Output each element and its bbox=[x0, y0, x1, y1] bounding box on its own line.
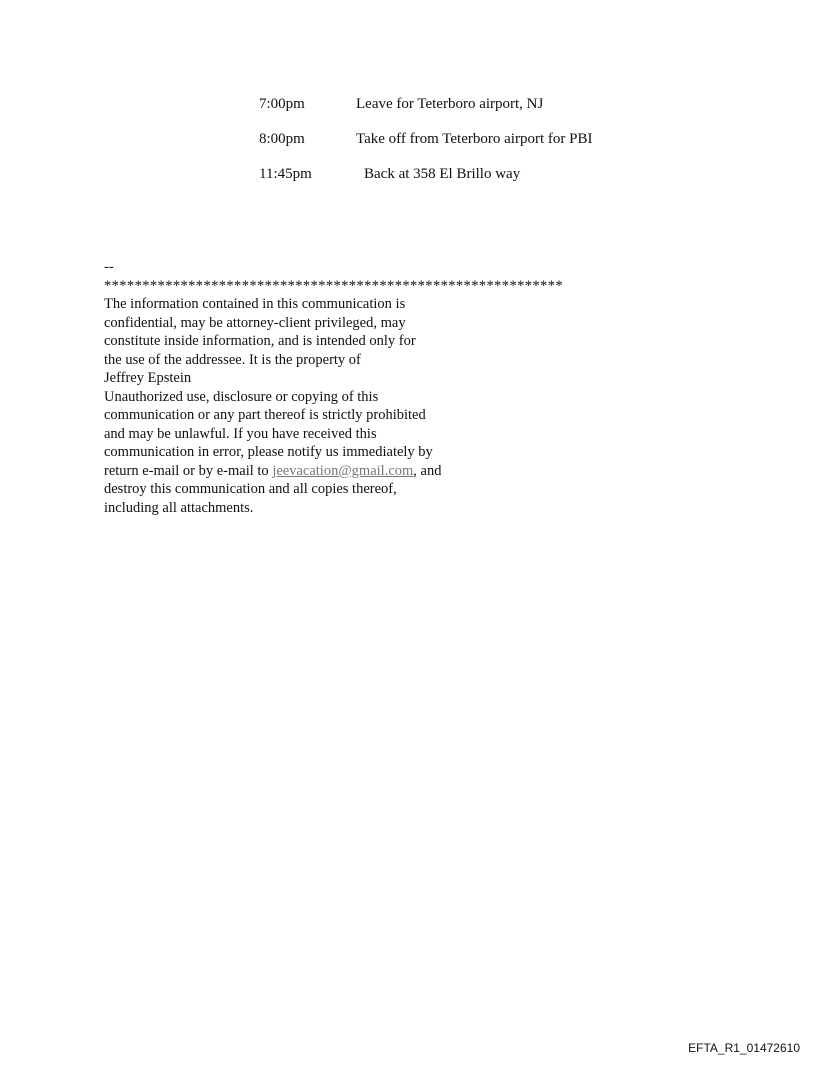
confidentiality-disclaimer bbox=[104, 295, 624, 517]
disclaimer-text: , and bbox=[413, 462, 442, 479]
disclaimer-line-with-email bbox=[104, 462, 624, 481]
disclaimer-line: Unauthorized use, disclosure or copying of this bbox=[104, 388, 379, 405]
disclaimer-line: constitute inside information, and is intended only for bbox=[104, 333, 416, 349]
schedule-time: 11:45pm bbox=[259, 166, 312, 182]
disclaimer-line: the use of the addressee. It is the property of bbox=[104, 351, 361, 368]
disclaimer-line: Jeffrey Epstein bbox=[104, 370, 192, 386]
schedule-time: 8:00pm bbox=[259, 131, 305, 147]
disclaimer-line: destroy this communication and all copies thereof, bbox=[104, 481, 397, 497]
disclaimer-line: communication or any part thereof is strictly prohibited bbox=[104, 407, 426, 423]
schedule-event: Leave for Teterboro airport, NJ bbox=[356, 96, 544, 112]
signature-separator: -- bbox=[104, 259, 114, 275]
disclaimer-line: communication in error, please notify us immediately by bbox=[104, 444, 433, 460]
disclaimer-line: including all attachments. bbox=[104, 499, 254, 516]
schedule-time: 7:00pm bbox=[259, 96, 305, 112]
disclaimer-line: The information contained in this communication is bbox=[104, 296, 406, 312]
email-link[interactable]: jeevacation@gmail.com bbox=[272, 462, 414, 479]
asterisk-divider: ************************************************************ bbox=[104, 277, 563, 294]
email-footer bbox=[104, 258, 624, 517]
disclaimer-line: confidential, may be attorney-client privileged, may bbox=[104, 314, 406, 331]
disclaimer-text: return e-mail or by e-mail to bbox=[104, 462, 273, 479]
document-id: EFTA_R1_01472610 bbox=[688, 1041, 800, 1055]
disclaimer-line: and may be unlawful. If you have received this bbox=[104, 425, 377, 442]
schedule-event: Take off from Teterboro airport for PBI bbox=[356, 131, 593, 147]
schedule-event: Back at 358 El Brillo way bbox=[364, 166, 521, 182]
